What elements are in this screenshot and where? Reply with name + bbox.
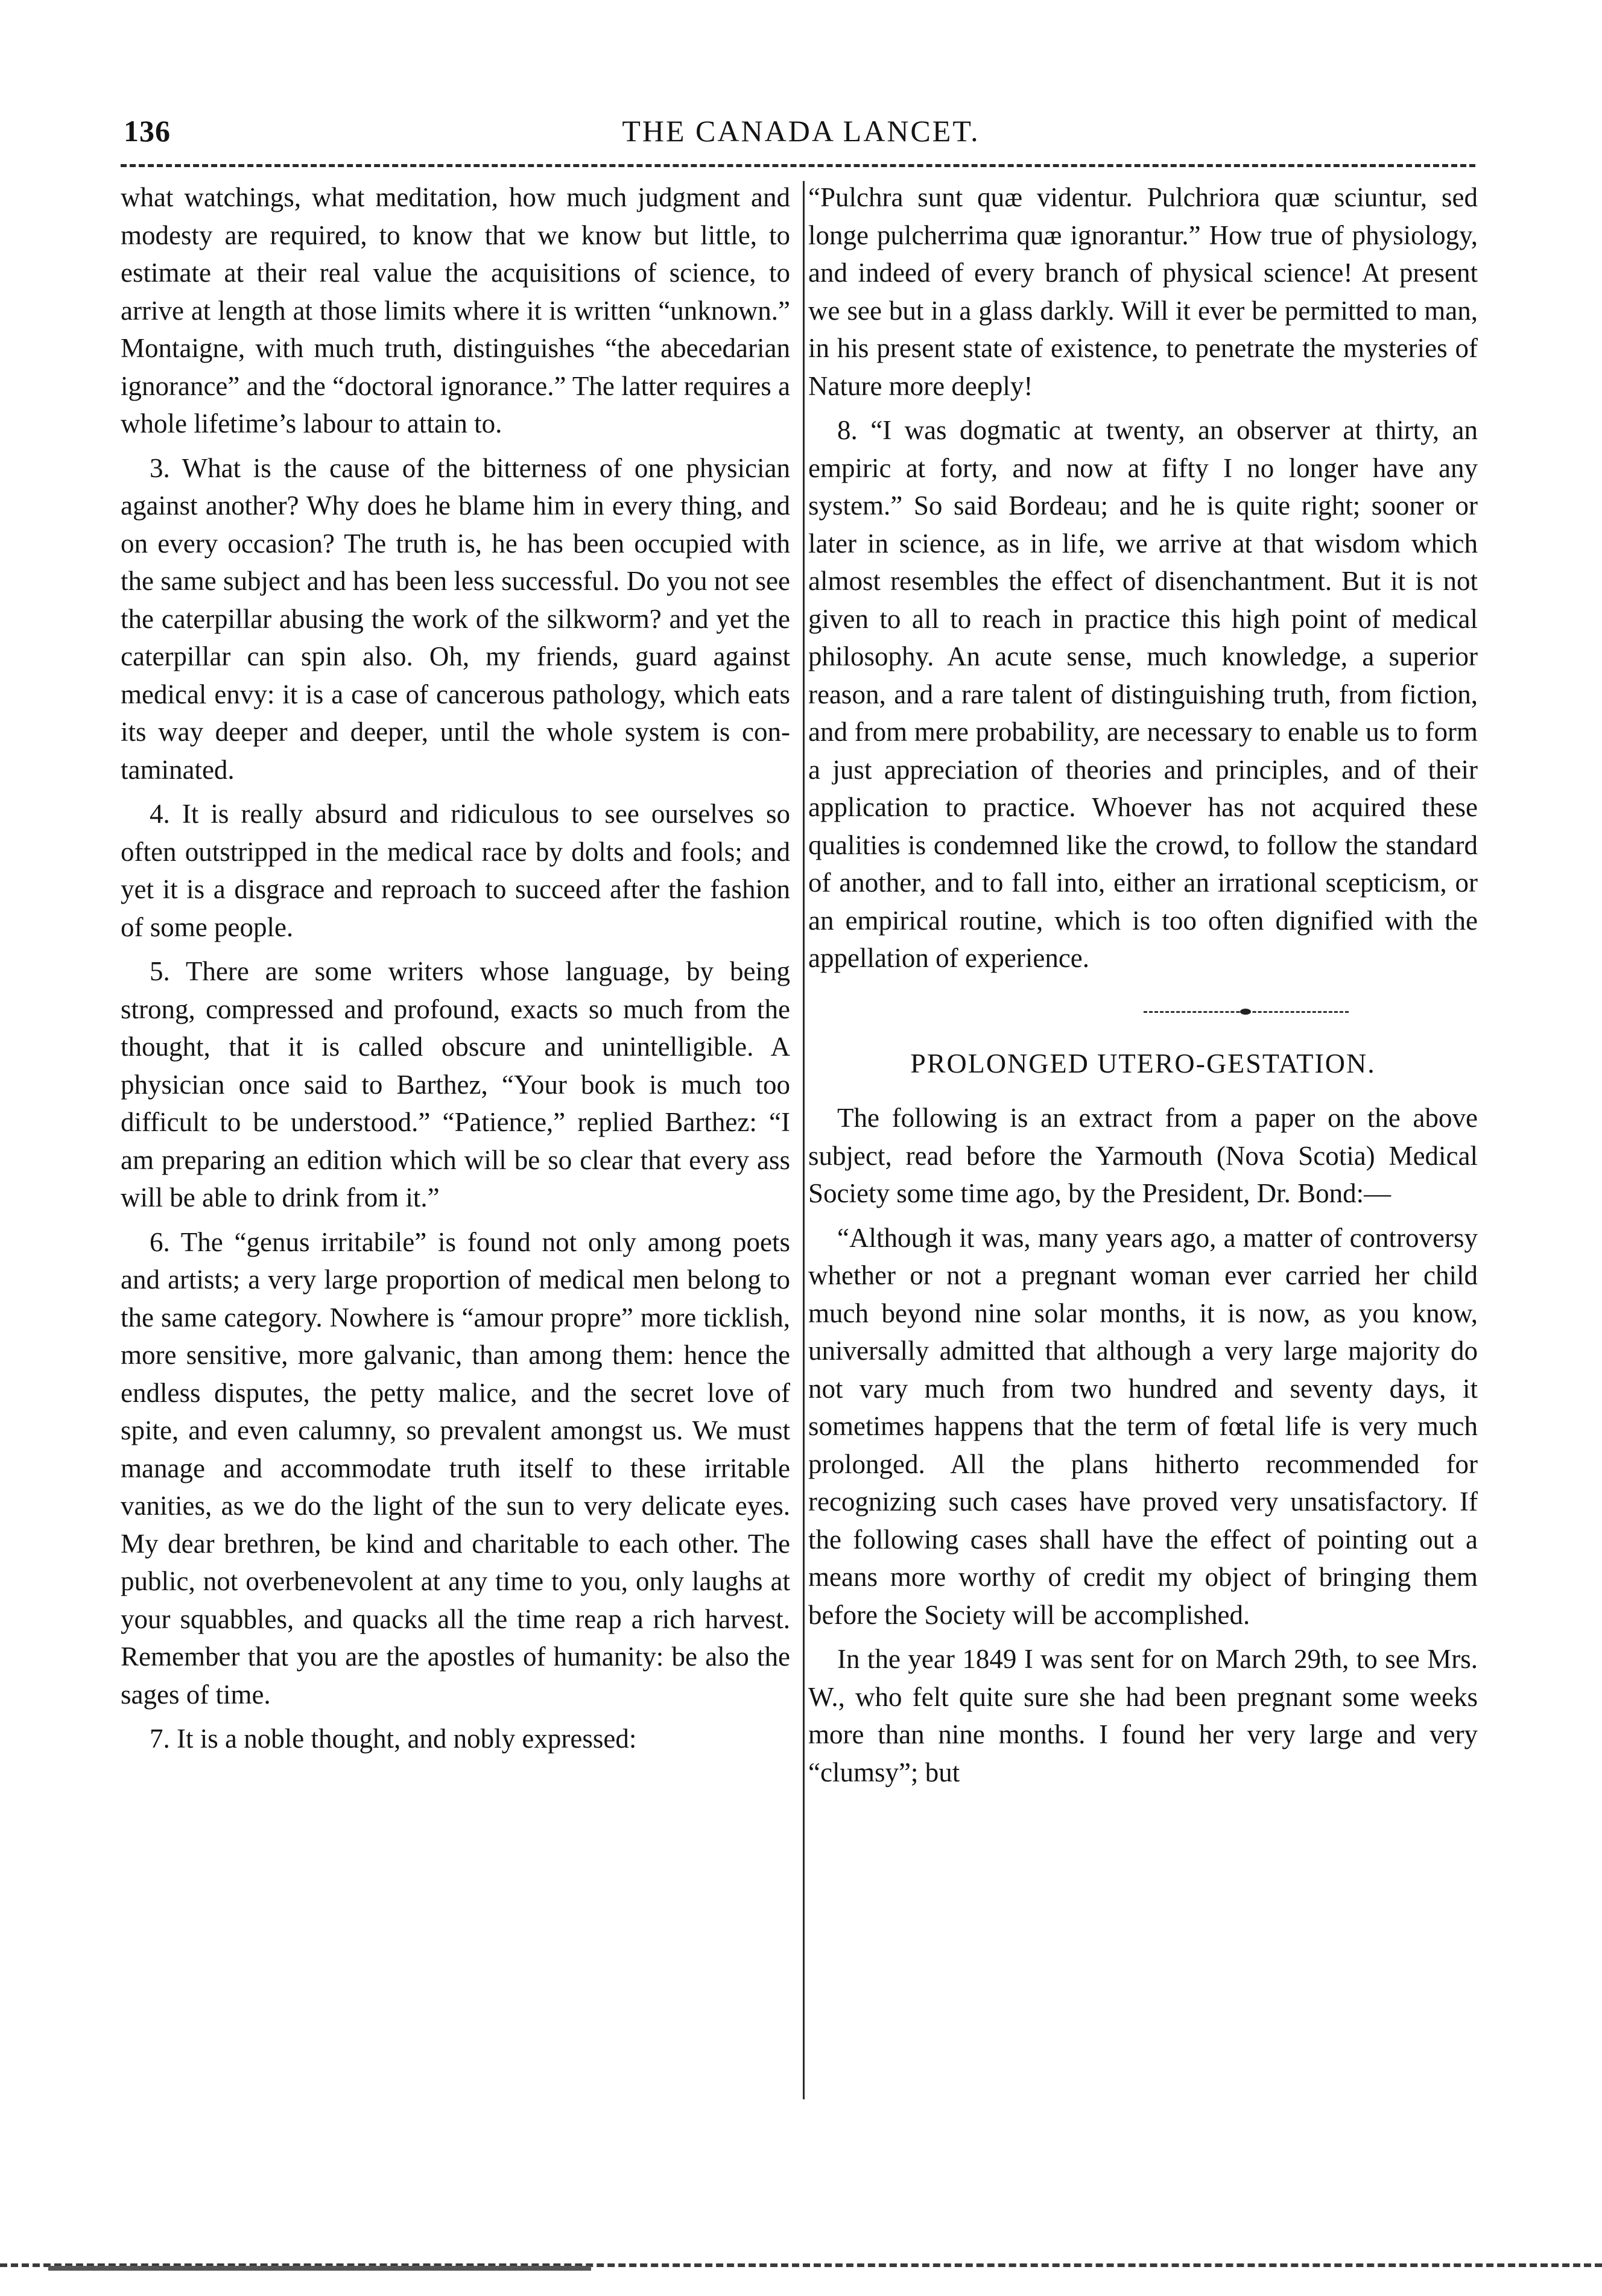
header-rule xyxy=(121,164,1475,167)
column-divider xyxy=(803,181,805,2099)
left-paragraph-7: 7. It is a noble thought, and nobly expressed: xyxy=(150,1724,637,1754)
right-column xyxy=(808,179,1478,1798)
left-paragraph-5: 5. There are some writers whose language, by being strong, compressed and profound, exacts so much from the thought, that it is called obscure and unintelligible. A physician once said to Barthez, “Your book is much too difficult to be understood.” “Patience,” replied Barthez: “I am preparing an edition which will be so clear that every ass will be able to drink from it.” xyxy=(121,956,790,1213)
article-case-paragraph: In the year 1849 I was sent for on March 29th, to see Mrs. W., who felt quite sure she had been pregnant some weeks more than nine months. I found her very large and very “clumsy”; but xyxy=(808,1644,1478,1787)
left-paragraph-continuation: what watchings, what meditation, how much judgment and modesty are required, to know that we know but little, to estimate at their real value the acquisitions of science, to arrive at length at those limits where it is written “unknown.” Montaigne, with much truth, distinguishes “the abecedarian ignorance” and the “doctoral ignorance.” The latter requires a whole lifetime’s labour to attain to. xyxy=(121,182,790,439)
page-number: 136 xyxy=(124,114,171,148)
section-divider-ornament xyxy=(808,991,1478,1027)
left-paragraph-4: 4. It is really absurd and ridiculous to see ourselves so often outstripped in the medical race by dolts and fools; and yet it is a disgrace and reproach to succeed after the fashion of some people. xyxy=(121,799,790,942)
left-column xyxy=(121,179,790,1765)
article-intro-paragraph: The following is an extract from a paper on the above subject, read before the Yarmouth (Nova Scotia) Medical Society some time ago, by the President, Dr. Bond:— xyxy=(808,1103,1478,1208)
left-paragraph-6: 6. The “genus irritabile” is found not only among poets and artists; a very large proportion of medical men belong to the same category. Nowhere is “amour propre” more ticklish, more sensitive, more galvanic, than among them: hence the endless disputes, the petty malice, and the secret love of spite, and even calumny, so prevalent amongst us. We must manage and accommodate truth itself to these irritable vanities, as we do the light of the sun to very delicate eyes. My dear brethren, be kind and charitable to each other. The public, not overbenevolent at any time to you, only laughs at your squabbles, and quacks all the time reap a rich harvest. Remember that you are the apostles of humanity: be also the sages of time. xyxy=(121,1226,790,1710)
footer-rule-solid xyxy=(48,2266,591,2271)
section-title: PROLONGED UTERO-GESTATION. xyxy=(910,1047,1376,1079)
right-paragraph-8: 8. “I was dogmatic at twenty, an observer at thirty, an empiric at forty, and now at fifty I no longer have any system.” So said Bordeau; and he is quite right; sooner or later in science, as in life, we arrive at that wisdom which almost resembles the effect of disenchantment. But it is not given to all to reach in practice this high point of medical philosophy. An acute sense, much knowledge, a superior reason, and a rare talent of distinguishing truth, from fiction, and from mere probability, are necessary to enable us to form a just appreciation of theories and principles, and of their application to practice. Whoever has not acquired these qualities is condemned like the crowd, to follow the standard of another, and to fall into, either an irrational scepticism, or an empirical routine, which is too often dignified with the appellation of experience. xyxy=(808,415,1478,973)
running-head: THE CANADA LANCET. xyxy=(622,114,980,148)
article-quote-paragraph: “Although it was, many years ago, a matter of controversy whether or not a pregnant woman ever carried her child much beyond nine solar months, it is now, as you know, universally admitted that although a very large majority do not vary much from two hundred and seventy days, it sometimes happens that the term of fœtal life is very much prolonged. All the plans hitherto recommended for recognizing such cases have proved very unsatisfactory. If the following cases shall have the effect of pointing out a means more worthy of credit my object of bringing them before the Society will be accomplished. xyxy=(808,1222,1478,1630)
ornament-center xyxy=(1240,1009,1251,1015)
right-paragraph-quote: “Pulchra sunt quæ videntur. Pulchriora quæ sciuntur, sed longe pulcherrima quæ ignorantur.” How true of physiology, and indeed of every branch of physical science! At present we see but in a glass darkly. Will it ever be permitted to man, in his present state of existence, to penetrate the mysteries of Nature more deeply! xyxy=(808,182,1478,401)
left-paragraph-3: 3. What is the cause of the bitterness of one physician against another? Why does he blame him in every thing, and on every occasion? The truth is, he has been occupied with the same subject and has been less successful. Do you not see the caterpillar abusing the work of the silkworm? and yet the caterpillar can spin also. Oh, my friends, guard against medical envy: it is a case of cancerous pathology, which eats its way deeper and deeper, until the whole system is contaminated. xyxy=(121,452,790,785)
